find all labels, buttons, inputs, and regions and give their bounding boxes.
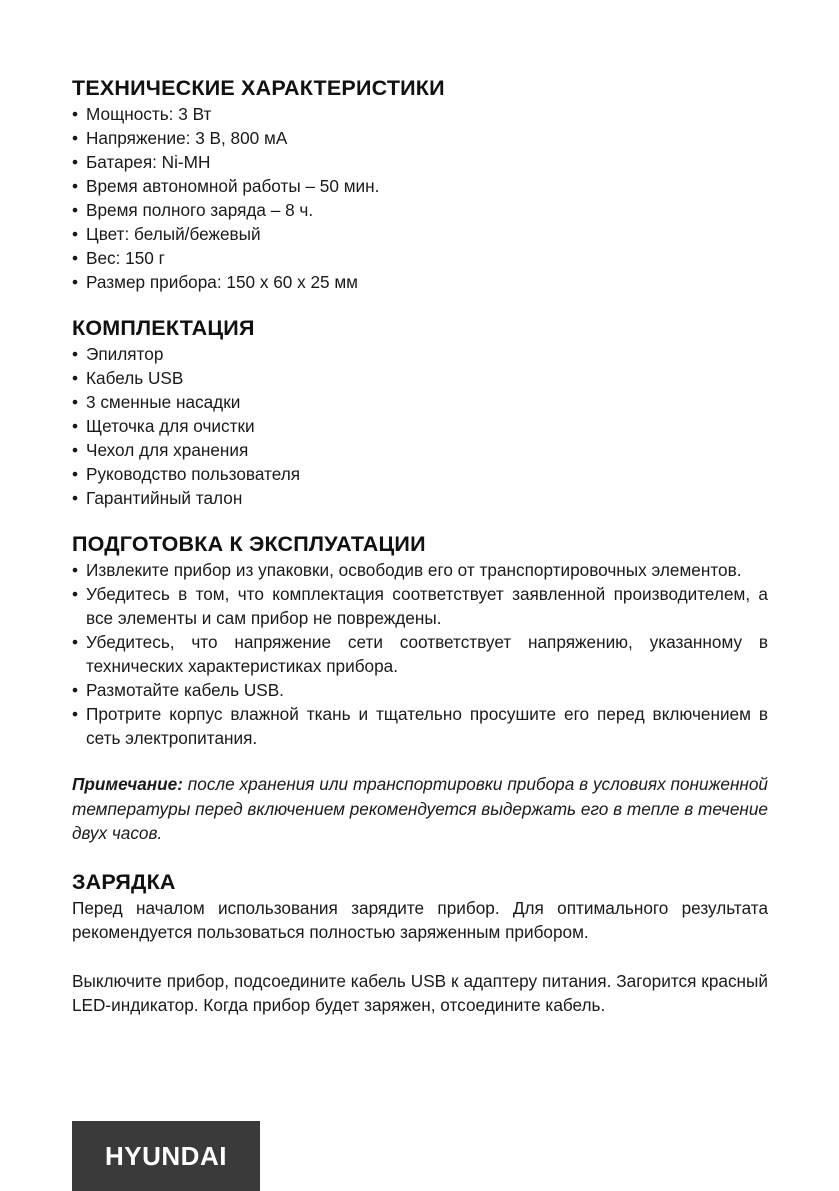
list-item: • Мощность: 3 Вт — [72, 102, 768, 126]
note-paragraph — [72, 772, 768, 846]
document-page — [72, 74, 768, 1036]
charging-paragraph: Перед началом использования зарядите прибор. Для оптимального результата рекомендуется пользоваться полностью заряженным прибором. — [72, 897, 768, 942]
prep-heading: ПОДГОТОВКА К ЭКСПЛУАТАЦИИ — [72, 532, 426, 556]
list-item: • Вес: 150 г — [72, 246, 768, 270]
list-item: • Гарантийный талон — [72, 486, 768, 510]
kit-heading: КОМПЛЕКТАЦИЯ — [72, 316, 255, 340]
list-item: • Руководство пользователя — [72, 462, 768, 486]
hyundai-logo — [72, 1121, 260, 1191]
prep-list — [72, 558, 768, 750]
specs-heading: ТЕХНИЧЕСКИЕ ХАРАКТЕРИСТИКИ — [72, 76, 445, 100]
kit-section — [72, 314, 768, 510]
charging-section — [72, 868, 768, 1018]
list-item: • Время полного заряда – 8 ч. — [72, 198, 768, 222]
specs-list — [72, 102, 768, 294]
charging-heading: ЗАРЯДКА — [72, 869, 176, 894]
list-item: • Кабель USB — [72, 366, 768, 390]
list-item: • Чехол для хранения — [72, 438, 768, 462]
list-item: • Убедитесь в том, что комплектация соответствует заявленной производителем, а все элементы и сам прибор не повреждены. — [72, 582, 768, 630]
list-item: • Напряжение: 3 В, 800 мА — [72, 126, 768, 150]
charging-paragraph: Выключите прибор, подсоедините кабель USB к адаптеру питания. Загорится красный LED-индикатор. Когда прибор будет заряжен, отсоедините кабель. — [72, 970, 768, 1015]
list-item: • 3 сменные насадки — [72, 390, 768, 414]
list-item: • Убедитесь, что напряжение сети соответствует напряжению, указанному в технических характеристиках прибора. — [72, 630, 768, 678]
list-item: • Время автономной работы – 50 мин. — [72, 174, 768, 198]
list-item: • Размер прибора: 150 x 60 x 25 мм — [72, 270, 768, 294]
specs-section — [72, 74, 768, 294]
list-item: • Протрите корпус влажной ткань и тщательно просушите его перед включением в сеть электропитания. — [72, 702, 768, 750]
list-item: • Извлеките прибор из упаковки, освободив его от транспортировочных элементов. — [72, 558, 768, 582]
list-item: • Размотайте кабель USB. — [72, 678, 768, 702]
list-item: • Щеточка для очистки — [72, 414, 768, 438]
list-item: • Эпилятор — [72, 342, 768, 366]
kit-list — [72, 342, 768, 510]
list-item: • Цвет: белый/бежевый — [72, 222, 768, 246]
list-item: • Батарея: Ni-MH — [72, 150, 768, 174]
note-label: Примечание: — [72, 774, 183, 794]
note-text: после хранения или транспортировки прибора в условиях пониженной температуры перед включением рекомендуется выдержать его в тепле в течение двух часов. — [72, 774, 768, 843]
prep-section — [72, 530, 768, 750]
logo-text: HYUNDAI — [105, 1140, 227, 1171]
